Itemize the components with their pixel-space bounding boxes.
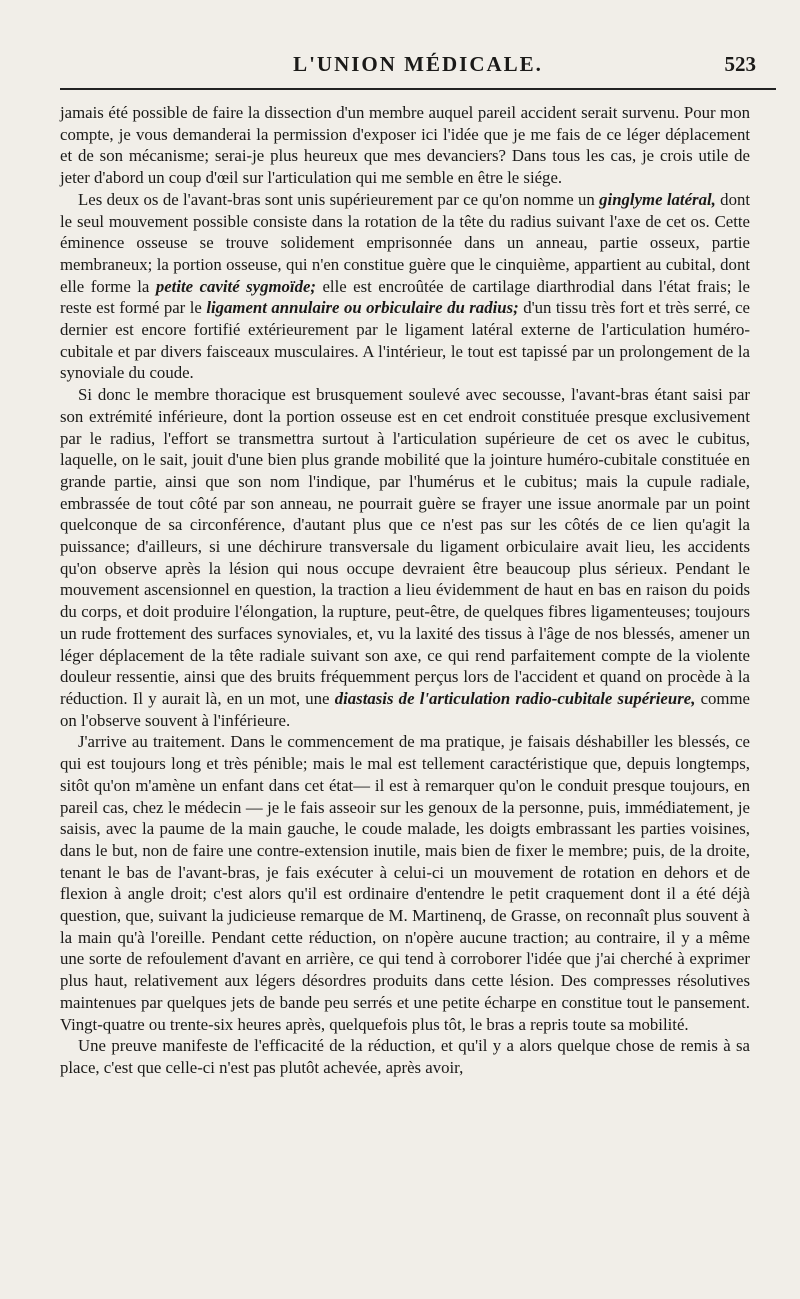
p2-text-b: dont le seul mouvement possible consiste dans la rotation de la tête du radius suivant l'axe de cet os. Cette éminence osseuse se trouve solidement emprisonnée dans un anneau, partie osseux, partie membraneux; la portion osseuse, qui n'en constitue guère que le cinquième, appartient au cubital, dont elle forme la bbox=[60, 189, 751, 296]
header-rule bbox=[60, 88, 776, 90]
p2-text-a: Les deux os de l'avant-bras sont unis supérieurement par ce qu'on nomme un bbox=[78, 189, 600, 209]
page-header bbox=[60, 50, 776, 84]
paragraph-2 bbox=[60, 189, 750, 384]
page-number: 523 bbox=[724, 52, 756, 76]
p3-text-a: Si donc le membre thoracique est brusquement soulevé avec secousse, l'avant-bras étant saisi par son extrémité inférieure, dont la portion osseuse est en cet endroit constituée presque exclusivement par le radius, l'effort se transmettra surtout à l'articulation supérieure de cet os avec le cubitus, laquelle, on le sait, jouit d'une bien plus grande mobilité que la jointure huméro-cubitale constituée en grande partie, ainsi que son nom l'indique, par l'humérus et le cubitus; mais la cupule radiale, embrassée de tout côté par son anneau, ne pourrait guère se frayer une issue anormale par un point quelconque de sa circonférence, d'autant plus que ce n'est pas sur les côtés de ce lien qu'agit la puissance; d'ailleurs, si une déchirure transversale du ligament orbiculaire avait lieu, les accidents qu'on observe après la lésion qui nous occupe devraient être beaucoup plus sérieux. Pendant le mouvement ascensionnel en question, la traction a lieu évidemment de haut en bas en raison du poids du corps, et doit produire l'élongation, la rupture, peut-être, de quelques fibres ligamenteuses; toujours un rude frottement des surfaces synoviales, et, vu la laxité des tissus à l'âge de nos blessés, amener un léger déplacement de la tête radiale suivant son axe, ce qui rend parfaitement compte de la violente douleur ressentie, ainsi que des bruits fréquemment perçus lors de l'accident et quand on procède à la réduction. Il y aurait là, en un mot, une bbox=[60, 385, 750, 708]
body-text bbox=[60, 102, 750, 1079]
paragraph-5: Une preuve manifeste de l'efficacité de la réduction, et qu'il y a alors quelque chose de remis à sa place, c'est que celle-ci n'est pas plutôt achevée, après avoir, bbox=[60, 1036, 750, 1077]
journal-title: L'UNION MÉDICALE. bbox=[293, 52, 543, 76]
paragraph-1: jamais été possible de faire la dissection d'un membre auquel pareil accident serait survenu. Pour mon compte, je vous demanderai la permission d'exposer ici l'idée que je me fais de ce léger déplacement et de son mécanisme; serai-je plus heureux que mes devanciers? Dans tous les cas, je crois utile de jeter d'abord un coup d'œil sur l'articulation qui me semble en être le siége. bbox=[60, 103, 750, 188]
paragraph-4: J'arrive au traitement. Dans le commencement de ma pratique, je faisais déshabiller les blessés, ce qui est toujours long et très pénible; mais le mal est tellement caractéristique que, depuis longtemps, sitôt qu'on m'amène un enfant dans cet état— il est à remarquer qu'on le conduit presque toujours, en pareil cas, chez le médecin — je le fais asseoir sur les genoux de la personne, puis, immédiatement, je saisis, avec la paume de la main gauche, le coude malade, les doigts embrassant les parties voisines, dans le but, non de faire une contre-extension inutile, mais bien de fixer le membre; puis, de la droite, tenant le bas de l'avant-bras, je fais exécuter à celui-ci un mouvement de rotation en dehors et de flexion à angle droit; c'est alors qu'il est ordinaire d'entendre le petit craquement dont il a été déjà question, que, suivant la judicieuse remarque de M. Martinenq, de Grasse, on reconnaît plus souvent à la main qu'à l'oreille. Pendant cette réduction, on n'opère aucune traction; au contraire, il y a même une sorte de refoulement d'avant en arrière, ce qui tend à corroborer l'idée que j'ai cherché à exprimer plus haut, relativement aux légers désordres produits dans cette lésion. Des compresses résolutives maintenues par quelques jets de bande peu serrés et une petite écharpe en constitue tout le pansement. Vingt-quatre ou trente-six heures après, quelquefois plus tôt, le bras a repris toute sa mobilité. bbox=[60, 732, 750, 1034]
paragraph-3 bbox=[60, 384, 750, 731]
p2-italic-cavite: petite cavité sygmoïde; bbox=[155, 276, 317, 296]
p2-italic-ligament: ligament annulaire ou orbiculaire du radius; bbox=[206, 298, 519, 318]
p2-italic-ginglyme: ginglyme latéral, bbox=[599, 189, 716, 209]
p3-text-b: comme on l'observe souvent à l'inférieure. bbox=[60, 688, 750, 730]
p2-text-c: elle est encroûtée de cartilage diarthrodial dans l'état frais; le reste est formé par le bbox=[60, 276, 750, 318]
p3-italic-diastasis: diastasis de l'articulation radio-cubitale supérieure, bbox=[334, 688, 696, 708]
p2-text-d: d'un tissu très fort et très serré, ce dernier est encore fortifié extérieurement par le ligament latéral externe de l'articulation huméro-cubitale et par divers faisceaux musculaires. A l'intérieur, le tout est tapissé par un prolongement de la synoviale du coude. bbox=[60, 298, 750, 383]
